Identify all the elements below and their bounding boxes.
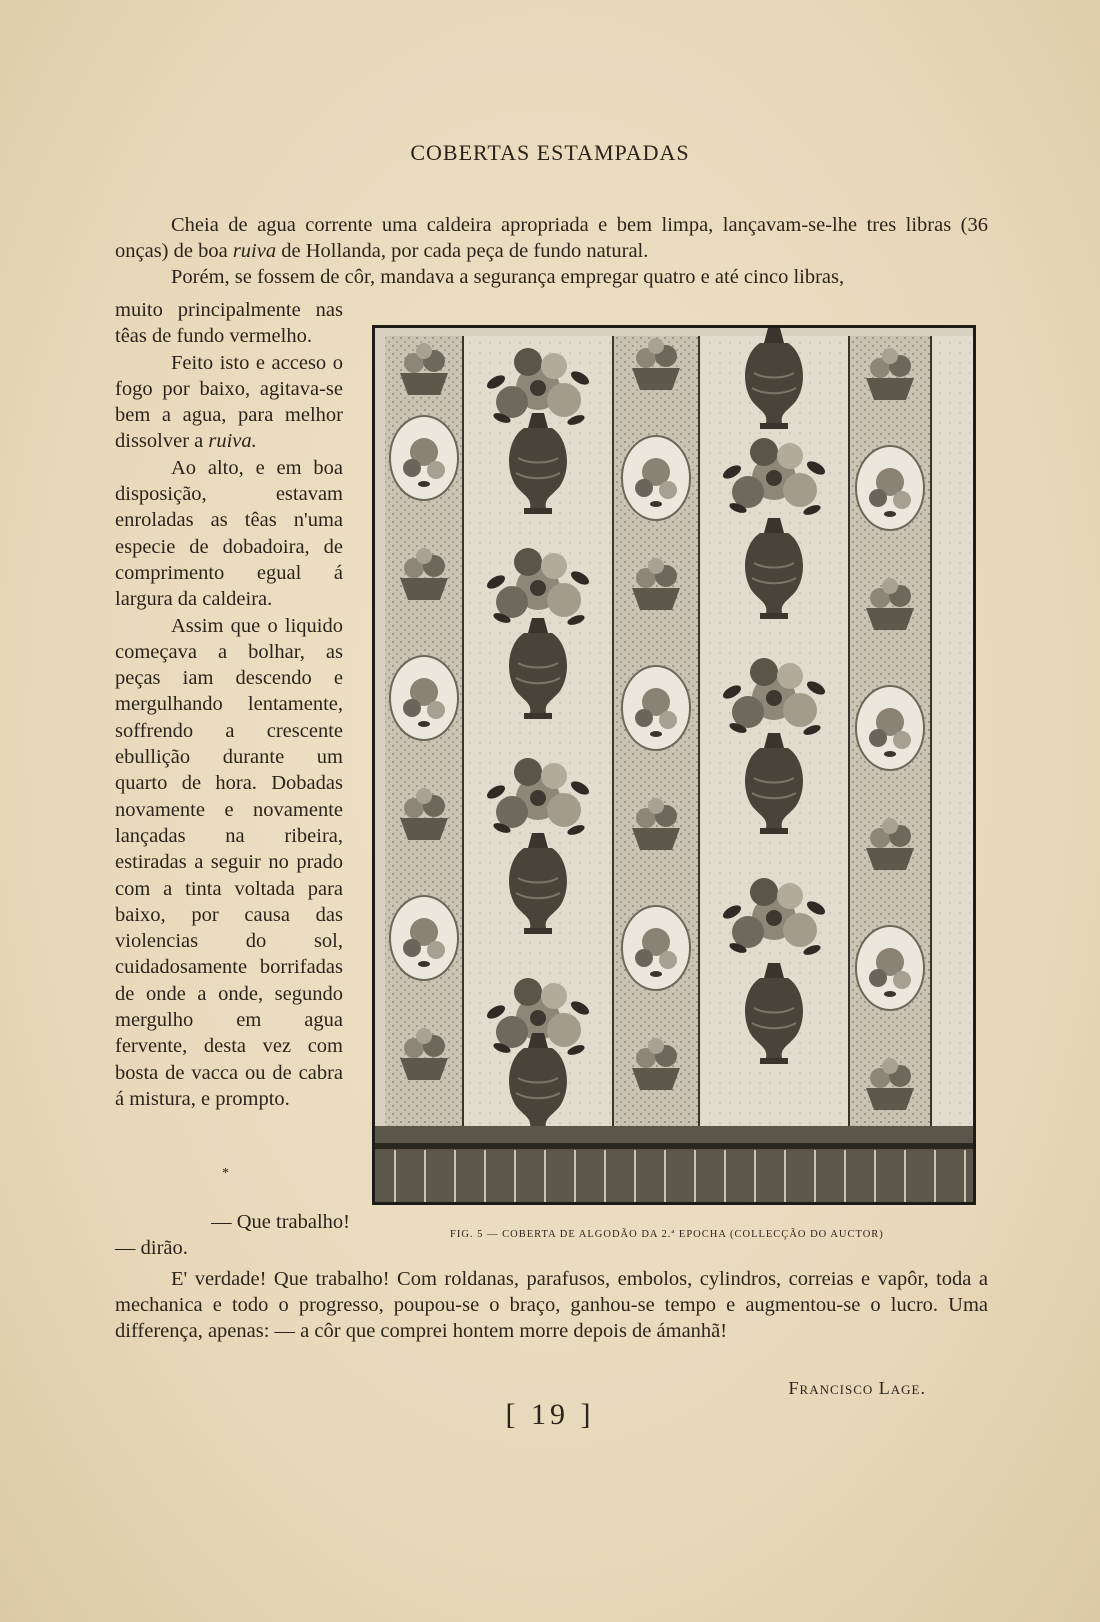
paragraph-1 — [115, 212, 988, 264]
page-number: [ 19 ] — [505, 1398, 595, 1431]
paragraph-1-emphasis: ruiva — [232, 240, 277, 262]
author-signature: Francisco Lage. — [788, 1378, 926, 1398]
paragraph-2: Porém, se fossem de côr, mandava a segurança empregar quatro e até cinco libras, — [171, 266, 845, 288]
column-paragraph-2-emphasis: ruiva. — [208, 430, 257, 453]
floral-textile-illustration — [375, 328, 973, 1202]
closing-paragraph: E' verdade! Que trabalho! Com roldanas, parafusos, embolos, cylindros, correias e vapôr, toda a mechanica e todo o progresso, poupou-se o braço, ganhou-se tempo e augmentou-se o lucro. Uma differença, apenas: — a côr que comprei hontem morre depois de ámanhã! — [115, 1268, 988, 1342]
column-paragraph-1: muito principalmente nas têas de fundo vermelho. — [115, 299, 343, 348]
paragraph-1-end: de Hollanda, por cada peça de fundo natural. — [276, 240, 649, 262]
dialogue-line-1: — Que trabalho! — [211, 1211, 350, 1233]
section-ornament: * — [222, 1166, 229, 1181]
column-paragraph-4: Assim que o liquido começava a bolhar, as peças iam descendo e mergulhando lentamente, soffrendo a crescente ebullição durante um quarto de hora. Dobadas novamente e novamente lançadas na ribeira, estiradas a seguir no prado com a tinta voltada para baixo, por causa das violencias do sol, cuidadosamente borrifadas de onde a onde, segundo mergulho em agua fervente, desta vez com bosta de vacca ou de cabra á mistura, e prompto. — [115, 614, 343, 1110]
column-paragraph-2 — [115, 350, 343, 455]
running-head: COBERTAS ESTAMPADAS — [410, 140, 690, 165]
text-column — [115, 297, 343, 1112]
figure-caption: FIG. 5 — COBERTA DE ALGODÃO DA 2.ª EPOCHA (COLLECÇÃO DO AUCTOR) — [450, 1229, 884, 1240]
paragraph-1-text: Cheia de agua corrente uma caldeira apropriada e bem limpa, lançavam-se-lhe tres libras (36 onças) de boa — [115, 214, 988, 262]
textile-photo — [372, 325, 976, 1205]
column-paragraph-2-text: Feito isto e acceso o fogo por baixo, agitava-se bem a agua, para melhor dissolver a — [115, 351, 343, 453]
column-paragraph-3: Ao alto, e em boa disposição, estavam enroladas as têas n'uma especie de dobadoira, de comprimento egual á largura da caldeira. — [115, 456, 343, 611]
dialogue-line-2: — dirão. — [115, 1237, 188, 1259]
